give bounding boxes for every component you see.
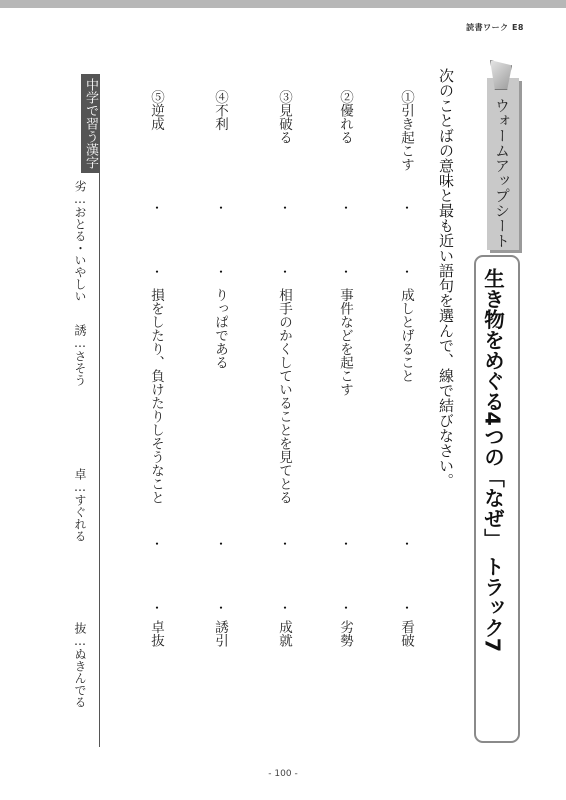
- word-1: 看破: [398, 620, 414, 647]
- meaning-4: りっぱである: [212, 288, 228, 369]
- term-4: ④不利: [212, 90, 228, 131]
- meaning-3: 相手のかくしていることを見てとる: [276, 288, 292, 504]
- instruction-text: 次のことばの意味と最も近い語句を選んで、線で結びなさい。: [437, 68, 455, 488]
- dot[interactable]: ・: [340, 265, 353, 279]
- term-1: ①引き起こす: [398, 90, 414, 171]
- dot[interactable]: ・: [151, 201, 164, 215]
- dot[interactable]: ・: [215, 265, 228, 279]
- dot[interactable]: ・: [401, 601, 414, 615]
- dot[interactable]: ・: [340, 601, 353, 615]
- dot[interactable]: ・: [215, 601, 228, 615]
- dot[interactable]: ・: [279, 601, 292, 615]
- word-5: 卓抜: [148, 620, 164, 647]
- dot[interactable]: ・: [215, 537, 228, 551]
- dot[interactable]: ・: [401, 201, 414, 215]
- dot[interactable]: ・: [279, 265, 292, 279]
- dot[interactable]: ・: [151, 601, 164, 615]
- term-2: ②優れる: [337, 90, 353, 144]
- meaning-5: 損をしたり、負けたりしそうなこと: [148, 288, 164, 504]
- kanji-item: 抜…ぬきんでる: [73, 622, 87, 708]
- dot[interactable]: ・: [151, 537, 164, 551]
- dot[interactable]: ・: [151, 265, 164, 279]
- term-3: ③見破る: [276, 90, 292, 144]
- warmup-tab-label: ウォームアップシート: [493, 98, 511, 248]
- dot[interactable]: ・: [401, 265, 414, 279]
- word-4: 誘引: [212, 620, 228, 647]
- term-5: ⑤逆成: [148, 90, 164, 131]
- header-label: 読書ワーク E8: [466, 23, 524, 32]
- kanji-item: 誘…さそう: [73, 324, 87, 386]
- meaning-1: 成しとげること: [398, 288, 414, 383]
- dot[interactable]: ・: [215, 201, 228, 215]
- kanji-heading: 中学で習う漢字: [81, 74, 100, 173]
- kanji-item: 卓…すぐれる: [73, 468, 87, 542]
- word-3: 成就: [276, 620, 292, 647]
- kanji-item: 劣…おとる・いやしい: [73, 180, 87, 302]
- dot[interactable]: ・: [340, 537, 353, 551]
- dot[interactable]: ・: [340, 201, 353, 215]
- word-2: 劣勢: [337, 620, 353, 647]
- dot[interactable]: ・: [401, 537, 414, 551]
- dot[interactable]: ・: [279, 201, 292, 215]
- kanji-divider: [99, 78, 100, 747]
- meaning-2: 事件などを起こす: [337, 288, 353, 396]
- page-number: ‐ 100 ‐: [268, 769, 298, 779]
- dot[interactable]: ・: [279, 537, 292, 551]
- page-title: 生き物をめぐる4つの「なぜ」 トラック7: [480, 268, 505, 653]
- top-bar: [0, 0, 566, 8]
